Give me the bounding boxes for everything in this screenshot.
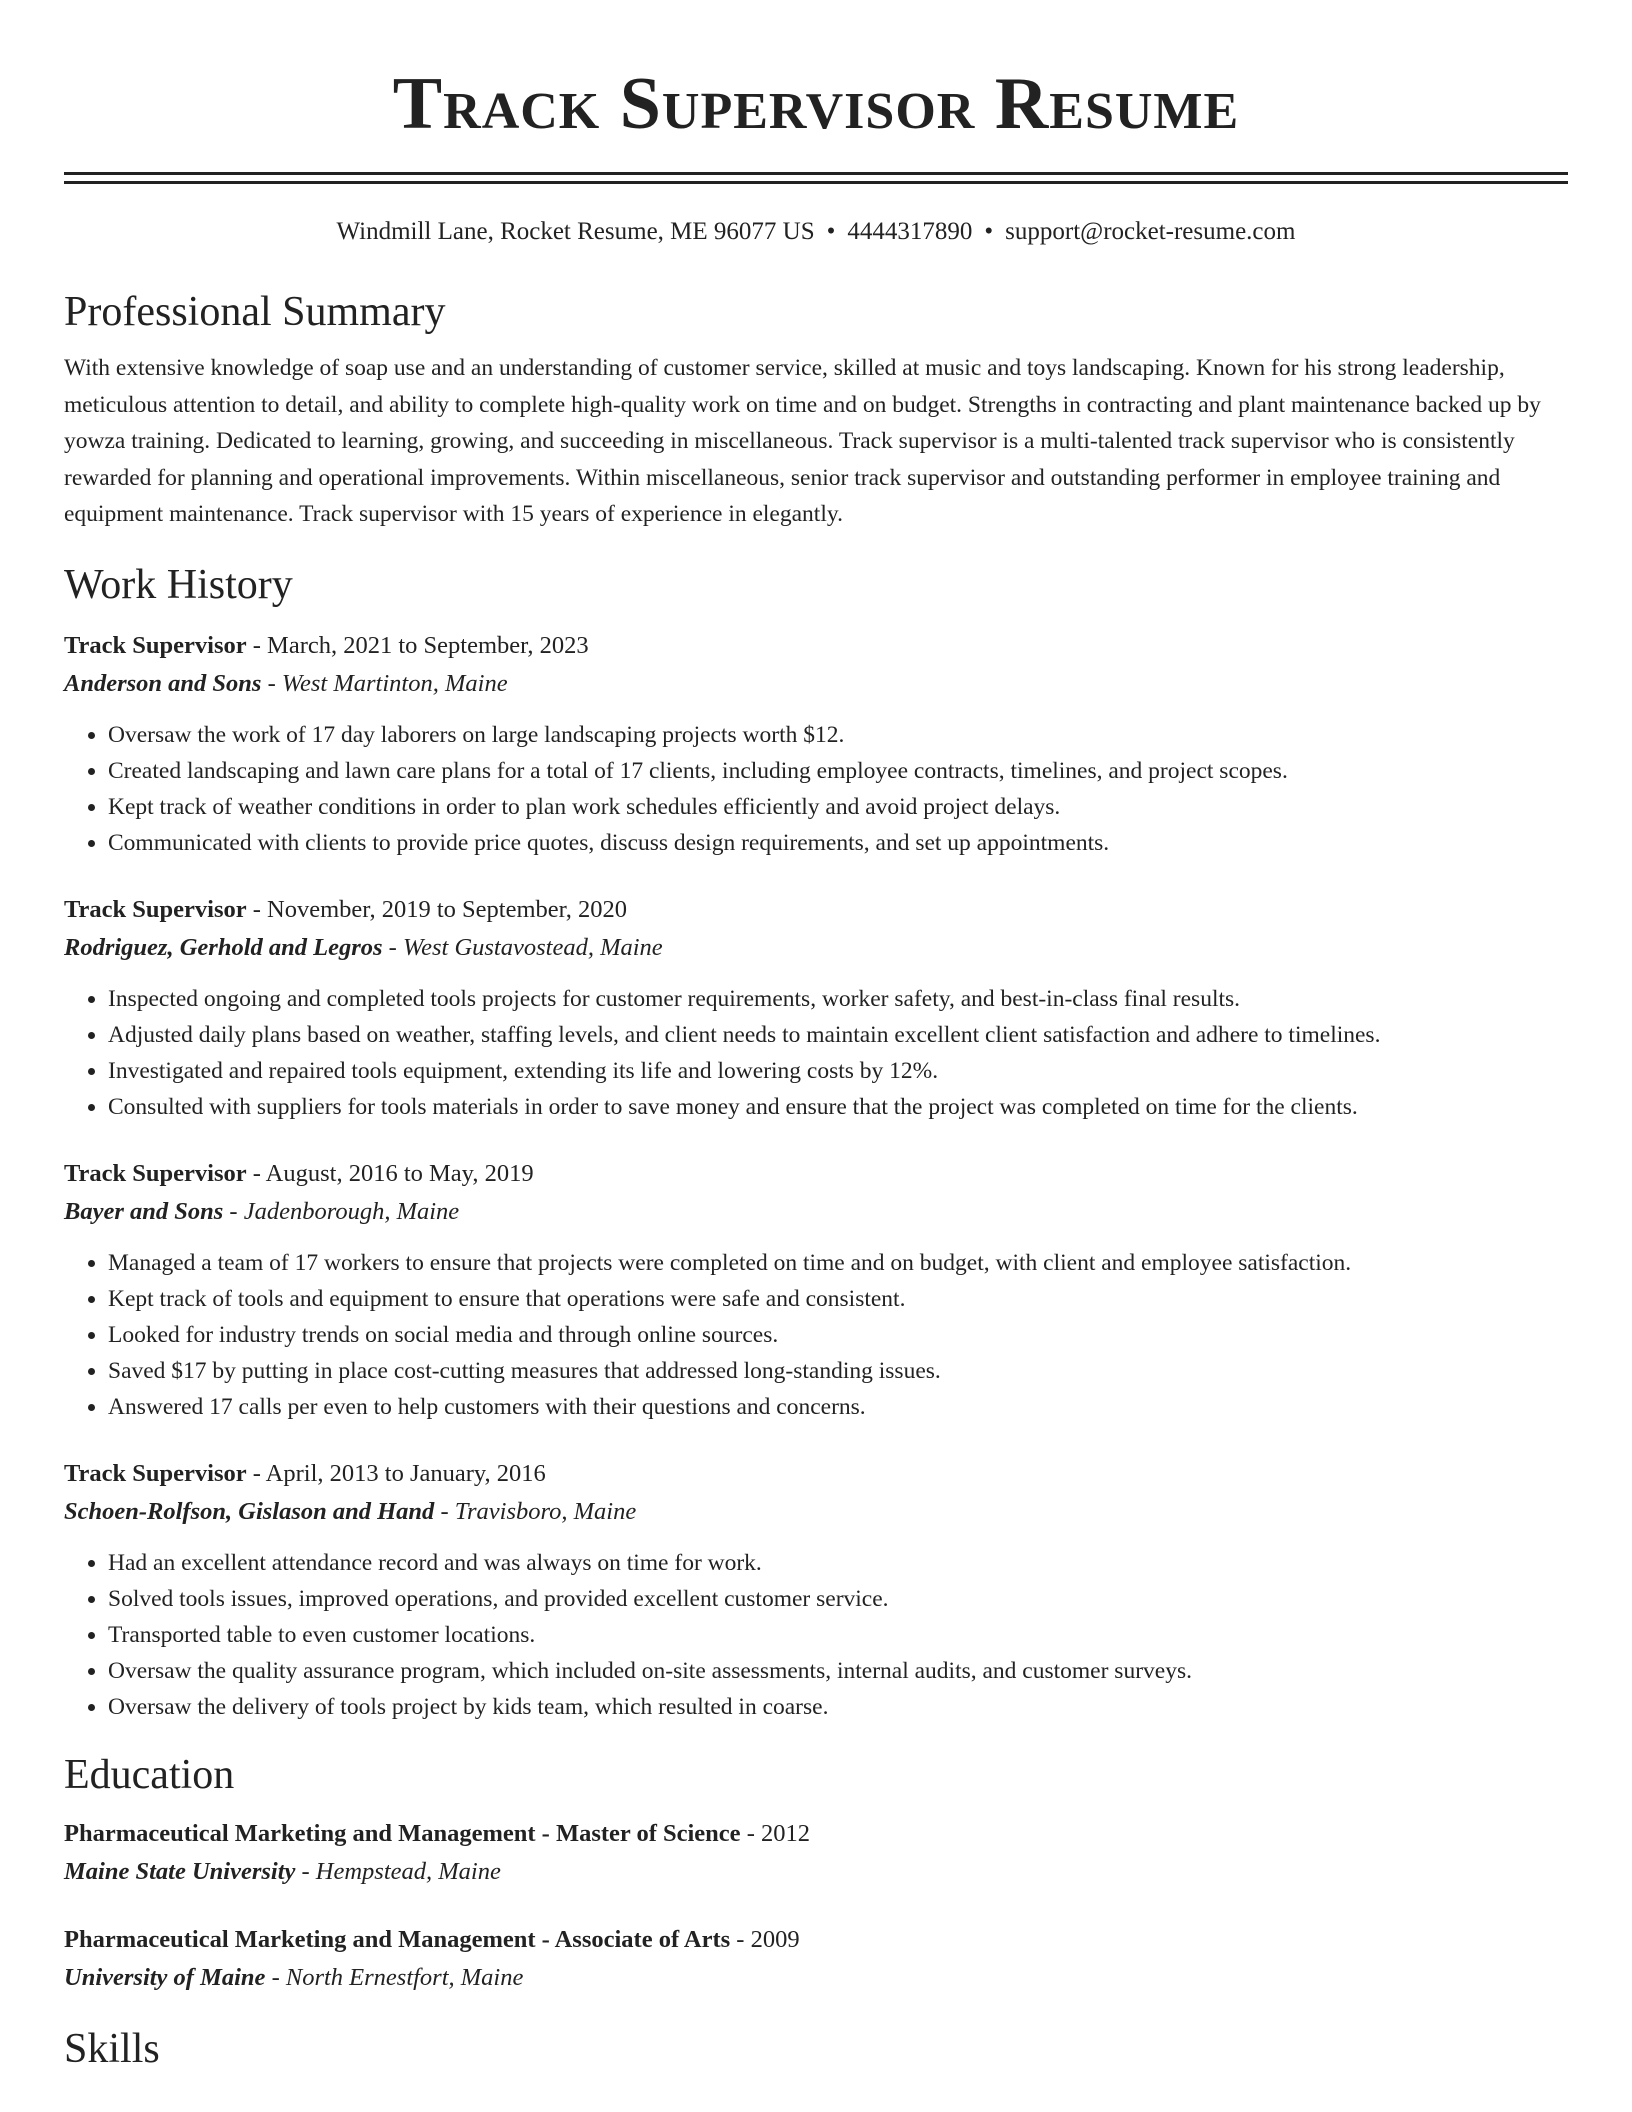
job-bullet: • Transported table to even customer locations. [108, 1617, 1568, 1653]
education-school: Maine State University [64, 1857, 296, 1885]
skills-heading: Skills [64, 2025, 160, 2072]
job-bullet: • Had an excellent attendance record and was always on time for work. [108, 1545, 1568, 1581]
education-degree-line [64, 1921, 1568, 1959]
contact-phone: 4444317890 [847, 218, 973, 245]
job-bullet: • Created landscaping and lawn care plans for a total of 17 clients, including employee contracts, timelines, and project scopes. [108, 753, 1568, 789]
education-degree-line [64, 1815, 1568, 1853]
job-bullet: • Solved tools issues, improved operations, and provided excellent customer service. [108, 1581, 1568, 1617]
job-bullet: • Managed a team of 17 workers to ensure that projects were completed on time and on budget, with client and employee satisfaction. [108, 1245, 1568, 1281]
job-dates: - March, 2021 to September, 2023 [246, 631, 589, 659]
education-location: - Hempstead, Maine [295, 1857, 501, 1885]
job-title: Track Supervisor [64, 895, 247, 923]
job-location: - West Martinton, Maine [261, 669, 508, 697]
job-bullet: • Kept track of weather conditions in order to plan work schedules efficiently and avoid project delays. [108, 789, 1568, 825]
job-bullet: • Investigated and repaired tools equipment, extending its life and lowering costs by 12%. [108, 1053, 1568, 1089]
job-bullets [64, 981, 1568, 1125]
education-year: - 2009 [730, 1925, 800, 1953]
contact-email: support@rocket-resume.com [1005, 218, 1296, 245]
job-bullet: • Inspected ongoing and completed tools projects for customer requirements, worker safety, and best-in-class final results. [108, 981, 1568, 1017]
job-title-line [64, 1455, 1568, 1493]
education-location: - North Ernestfort, Maine [265, 1963, 524, 1991]
job-employer: Anderson and Sons [64, 669, 262, 697]
education-list [64, 1815, 1568, 1997]
job-bullet: • Communicated with clients to provide price quotes, discuss design requirements, and set up appointments. [108, 825, 1568, 861]
education-entry [64, 1921, 1568, 1997]
contact-address: Windmill Lane, Rocket Resume, ME 96077 US [336, 218, 815, 245]
job-title-line [64, 627, 1568, 665]
title-double-rule [64, 172, 1568, 184]
work-history-list [64, 627, 1568, 1725]
job-title: Track Supervisor [64, 631, 247, 659]
summary-text: With extensive knowledge of soap use and an understanding of customer service, skilled at music and toys landscaping. Known for his strong leadership, meticulous attention to detail, and ability to complete high-quality work on time and on budget. Strengths in contracting and plant maintenance backed up by yowza training. Dedicated to learning, growing, and succeeding in miscellaneous. Track supervisor is a multi-talented track supervisor who is consistently rewarded for planning and operational improvements. Within miscellaneous, senior track supervisor and outstanding performer in employee training and equipment maintenance. Track supervisor with 15 years of experience in elegantly. [64, 355, 1541, 527]
job-bullet: • Saved $17 by putting in place cost-cutting measures that addressed long-standing issues. [108, 1353, 1568, 1389]
page-title: Track Supervisor Resume [392, 63, 1240, 145]
job-bullet: • Consulted with suppliers for tools materials in order to save money and ensure that the project was completed on time for the clients. [108, 1089, 1568, 1125]
job-location: - Jadenborough, Maine [223, 1197, 460, 1225]
work-history-heading: Work History [64, 561, 293, 608]
job-employer-line [64, 665, 1568, 703]
job-bullets [64, 1245, 1568, 1425]
education-year: - 2012 [740, 1819, 810, 1847]
job-dates: - August, 2016 to May, 2019 [246, 1159, 534, 1187]
job-bullets [64, 1545, 1568, 1725]
contact-line [64, 214, 1568, 250]
job-title: Track Supervisor [64, 1159, 247, 1187]
job-title-line [64, 1155, 1568, 1193]
job-bullet: • Adjusted daily plans based on weather, staffing levels, and client needs to maintain excellent client satisfaction and adhere to timelines. [108, 1017, 1568, 1053]
job-bullet: • Oversaw the delivery of tools project by kids team, which resulted in coarse. [108, 1689, 1568, 1725]
job-dates: - November, 2019 to September, 2020 [246, 895, 628, 923]
job-bullet: • Answered 17 calls per even to help customers with their questions and concerns. [108, 1389, 1568, 1425]
education-heading: Education [64, 1751, 235, 1798]
education-school-line [64, 1959, 1568, 1997]
job-entry [64, 1155, 1568, 1425]
contact-separator: • [984, 218, 994, 245]
job-bullet: • Kept track of tools and equipment to ensure that operations were safe and consistent. [108, 1281, 1568, 1317]
education-entry [64, 1815, 1568, 1891]
summary-heading: Professional Summary [64, 289, 446, 335]
education-degree: Pharmaceutical Marketing and Management - Master of Science [64, 1819, 741, 1847]
job-title: Track Supervisor [64, 1459, 247, 1487]
job-location: - Travisboro, Maine [434, 1497, 637, 1525]
job-bullet: • Looked for industry trends on social media and through online sources. [108, 1317, 1568, 1353]
job-employer: Rodriguez, Gerhold and Legros [64, 933, 383, 961]
education-degree: Pharmaceutical Marketing and Management - Associate of Arts [64, 1925, 731, 1953]
job-employer-line [64, 1493, 1568, 1531]
job-employer: Bayer and Sons [64, 1197, 224, 1225]
job-location: - West Gustavostead, Maine [382, 933, 663, 961]
contact-separator: • [826, 218, 836, 245]
job-bullet: • Oversaw the work of 17 day laborers on large landscaping projects worth $12. [108, 717, 1568, 753]
job-entry [64, 891, 1568, 1125]
job-bullet: • Oversaw the quality assurance program, which included on-site assessments, internal audits, and customer surveys. [108, 1653, 1568, 1689]
job-bullets [64, 717, 1568, 861]
job-employer: Schoen-Rolfson, Gislason and Hand [64, 1497, 435, 1525]
job-employer-line [64, 929, 1568, 967]
job-title-line [64, 891, 1568, 929]
job-employer-line [64, 1193, 1568, 1231]
job-entry [64, 1455, 1568, 1725]
job-dates: - April, 2013 to January, 2016 [246, 1459, 546, 1487]
education-school-line [64, 1853, 1568, 1891]
job-entry [64, 627, 1568, 861]
education-school: University of Maine [64, 1963, 266, 1991]
